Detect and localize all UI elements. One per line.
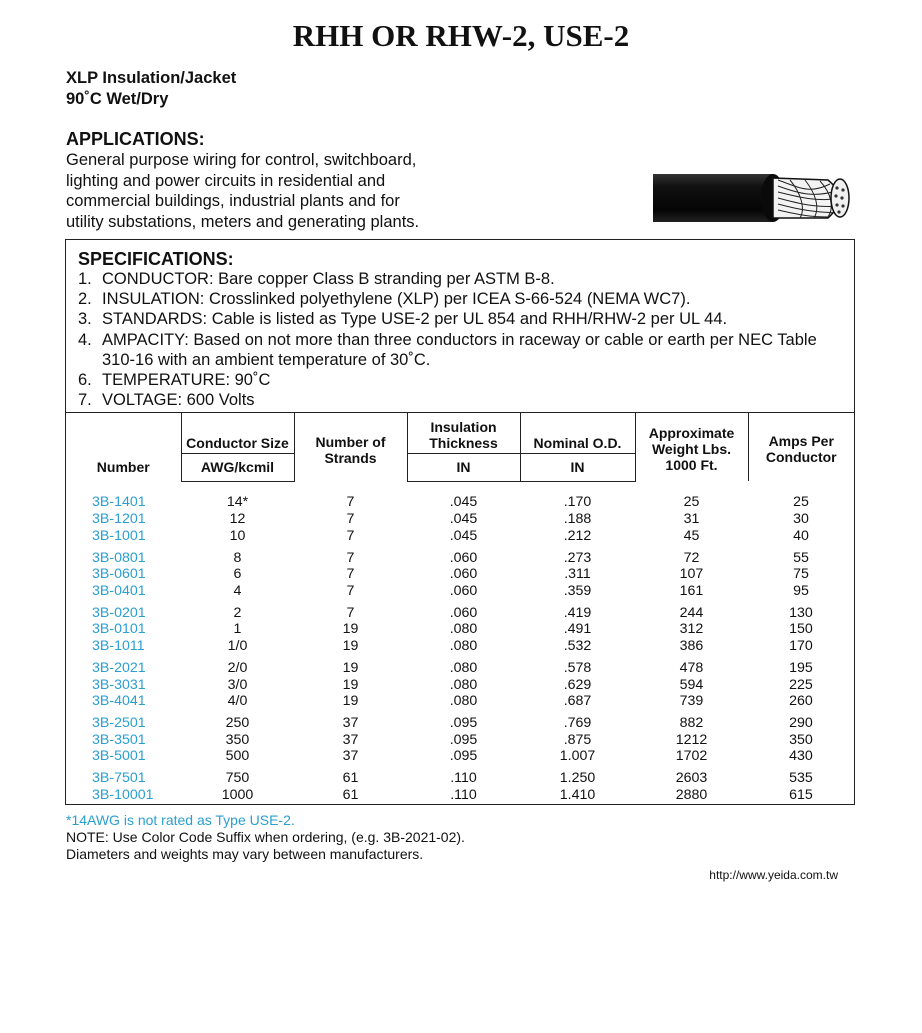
table-row [66,544,854,566]
cell-strands: 7 [346,566,355,583]
cell-nominal-od: .273 [563,549,592,566]
cell-amps: 40 [793,527,809,544]
cell-part-number: 3B-7501 [92,770,146,787]
cell-insulation-thickness: .080 [449,676,478,693]
footnote-note: NOTE: Use Color Code Suffix when ordering, (e.g. 3B-2021-02). [66,829,465,845]
cell-amps: 130 [789,604,813,621]
cell-weight: 72 [683,549,700,566]
cell-strands: 7 [346,511,355,527]
spec-item-text: AMPACITY: Based on not more than three conductors in raceway or cable or earth per NEC Table 310-16 with an ambient temperature of 30˚C. [102,330,817,369]
cell-part-number: 3B-1001 [92,527,146,544]
footnotes [66,812,465,863]
cell-strands: 19 [342,676,359,693]
subheading [66,68,236,110]
cell-part-number: 3B-3501 [92,731,146,748]
applications-line: lighting and power circuits in residential and [66,171,386,190]
col-header-amps: Amps Per Conductor [748,413,854,481]
cell-amps: 430 [789,748,813,765]
cell-nominal-od: .532 [563,637,592,654]
cell-strands: 7 [346,494,355,511]
specifications-heading: SPECIFICATIONS: [78,249,234,269]
cell-conductor-size: 6 [233,566,242,583]
cell-insulation-thickness: .060 [449,549,478,566]
cell-part-number: 3B-5001 [92,748,146,765]
cell-weight: 1212 [675,731,708,748]
cable-image [650,168,860,228]
cell-strands: 37 [342,731,359,748]
cell-part-number: 3B-1201 [92,511,146,527]
spec-item-text: CONDUCTOR: Bare copper Class B stranding per ASTM B-8. [102,270,555,288]
cell-weight: 161 [679,582,704,599]
cell-conductor-size: 4/0 [227,693,248,710]
spec-item [78,390,848,410]
cell-nominal-od: .188 [563,511,592,527]
table-body [66,481,854,804]
cell-conductor-size: 350 [225,731,250,748]
cell-insulation-thickness: .080 [449,693,478,710]
cell-weight: 25 [683,494,700,511]
cell-weight: 478 [679,659,704,676]
cell-conductor-size: 1000 [221,786,254,803]
cell-nominal-od: .629 [563,676,592,693]
cell-part-number: 3B-3031 [92,676,146,693]
cell-strands: 7 [346,582,355,599]
cell-insulation-thickness: .045 [449,494,478,511]
col-header-size: Conductor Size [181,413,294,453]
table-row [66,710,854,732]
cell-weight: 2880 [675,786,708,803]
cell-insulation-thickness: .080 [449,659,478,676]
cell-insulation-thickness: .095 [449,715,478,732]
spec-item [78,330,848,370]
cable-data-table [66,413,854,804]
cell-weight: 739 [679,693,704,710]
cell-conductor-size: 4 [233,582,242,599]
cell-nominal-od: 1.410 [559,786,596,803]
cell-weight: 1702 [675,748,708,765]
cell-part-number: 3B-1011 [92,637,145,654]
col-header-od: Nominal O.D. [520,413,635,453]
table-row [66,481,854,511]
cell-weight: 244 [679,604,704,621]
cell-strands: 19 [342,637,359,654]
table-row [66,528,854,545]
col-header-insulation: Insulation Thickness [407,413,520,453]
cell-strands: 61 [342,786,359,803]
spec-item [78,370,848,390]
cell-conductor-size: 250 [225,715,250,732]
footnote-awg: *14AWG is not rated as Type USE-2. [66,812,295,828]
cell-strands: 19 [342,693,359,710]
cell-insulation-thickness: .080 [449,621,478,638]
cell-part-number: 3B-2021 [92,659,146,676]
table-row [66,748,854,765]
cell-amps: 350 [789,731,813,748]
cell-insulation-thickness: .060 [449,566,478,583]
table-row [66,677,854,694]
spec-item-text: VOLTAGE: 600 Volts [102,391,255,410]
cell-amps: 225 [789,676,813,693]
cell-conductor-size: 14* [226,494,249,511]
table-row [66,599,854,621]
cell-weight: 312 [679,621,704,638]
cell-part-number: 3B-1401 [92,494,146,511]
cell-nominal-od: .359 [563,582,592,599]
cell-insulation-thickness: .060 [449,604,478,621]
cell-amps: 535 [789,770,813,787]
cell-weight: 882 [679,715,704,732]
table-row [66,732,854,749]
table-row [66,655,854,677]
spec-item-text: TEMPERATURE: 90˚C [102,371,271,390]
cell-conductor-size: 3/0 [227,676,248,693]
cell-amps: 290 [789,715,813,732]
cell-part-number: 3B-0401 [92,582,146,599]
cell-strands: 19 [342,621,359,638]
cell-amps: 75 [793,566,809,583]
applications-text [66,150,486,232]
cell-part-number: 3B-0101 [92,621,146,638]
cell-nominal-od: 1.250 [559,770,596,787]
cell-weight: 45 [683,527,700,544]
cell-amps: 30 [793,511,809,527]
cell-conductor-size: 1/0 [227,637,248,654]
cell-conductor-size: 500 [225,748,250,765]
cell-conductor-size: 2/0 [227,659,248,676]
cell-insulation-thickness: .060 [449,582,478,599]
cell-part-number: 3B-0201 [92,604,146,621]
cell-insulation-thickness: .095 [449,748,478,765]
table-row [66,566,854,583]
cell-amps: 150 [789,621,813,638]
cell-conductor-size: 8 [233,549,242,566]
cell-part-number: 3B-0601 [92,566,146,583]
cell-nominal-od: .769 [563,715,592,732]
cell-nominal-od: .212 [563,527,592,544]
table-row [66,621,854,638]
cell-insulation-thickness: .045 [449,527,478,544]
spec-item-number: 1. [78,270,92,288]
col-header-od-unit: IN [520,453,635,481]
website-url: http://www.yeida.com.tw [709,868,838,882]
cell-weight: 2603 [675,770,708,787]
cell-part-number: 3B-10001 [92,786,154,803]
cell-strands: 7 [346,604,355,621]
cell-amps: 170 [789,637,813,654]
col-header-number: Number [96,459,150,475]
applications-line: utility substations, meters and generating plants. [66,212,420,231]
spec-item [78,309,848,329]
cell-insulation-thickness: .095 [449,731,478,748]
cell-part-number: 3B-4041 [92,693,146,710]
cell-weight: 594 [679,676,704,693]
cell-strands: 19 [342,659,359,676]
cell-nominal-od: .311 [564,566,591,583]
cell-insulation-thickness: .080 [449,637,478,654]
cell-amps: 95 [793,582,809,599]
cell-amps: 615 [789,786,813,803]
cell-conductor-size: 2 [233,604,242,621]
cell-strands: 7 [346,549,355,566]
col-header-insulation-unit: IN [407,453,520,481]
specifications-box [65,239,855,805]
col-header-weight: Approximate Weight Lbs. 1000 Ft. [635,413,748,481]
cell-strands: 37 [342,715,359,732]
spec-item-number: 4. [78,330,92,349]
spec-item-text: STANDARDS: Cable is listed as Type USE-2 per UL 854 and RHH/RHW-2 per UL 44. [102,310,728,329]
specifications-list [78,269,848,410]
table-row [66,787,854,804]
cell-weight: 107 [679,566,704,583]
table-row [66,638,854,655]
cell-weight: 386 [679,637,704,654]
page-title: RHH OR RHW-2, USE-2 [292,18,630,53]
spec-item [78,289,848,309]
cell-nominal-od: .687 [563,693,592,710]
cell-nominal-od: .170 [563,494,592,511]
cell-weight: 31 [683,511,700,527]
applications-line: commercial buildings, industrial plants and for [66,192,400,210]
cell-nominal-od: .578 [563,659,592,676]
applications-line: General purpose wiring for control, switchboard, [66,151,417,169]
cell-part-number: 3B-2501 [92,715,146,732]
table-row [66,693,854,710]
cell-strands: 37 [342,748,359,765]
cell-conductor-size: 750 [225,770,250,787]
spec-item-number: 7. [78,391,92,410]
table-row [66,583,854,600]
spec-item-text: INSULATION: Crosslinked polyethylene (XLP) per ICEA S-66-524 (NEMA WC7). [102,290,691,309]
cell-strands: 7 [346,527,355,544]
spec-item [78,269,848,289]
spec-item-number: 3. [78,310,92,329]
cell-amps: 195 [789,659,813,676]
table-row [66,511,854,528]
cell-nominal-od: .491 [563,621,592,638]
subhead-insulation: XLP Insulation/Jacket [66,69,237,87]
col-header-size-unit: AWG/kcmil [181,453,294,481]
spec-item-number: 6. [78,371,92,390]
applications-heading: APPLICATIONS: [66,129,205,149]
cell-nominal-od: 1.007 [559,748,596,765]
cell-strands: 61 [342,770,359,787]
spec-item-number: 2. [78,290,92,309]
subhead-rating: 90˚C Wet/Dry [66,90,169,108]
cell-nominal-od: .419 [563,604,592,621]
cell-insulation-thickness: .110 [450,770,477,787]
cell-conductor-size: 1 [233,621,242,638]
footnote-diameters: Diameters and weights may vary between manufacturers. [66,846,424,862]
cell-insulation-thickness: .045 [449,511,478,527]
cell-insulation-thickness: .110 [450,786,477,803]
cell-amps: 260 [789,693,813,710]
table-row [66,765,854,787]
cell-conductor-size: 10 [229,527,246,544]
cell-amps: 55 [793,549,809,566]
cell-part-number: 3B-0801 [92,549,146,566]
cell-conductor-size: 12 [229,511,246,527]
col-header-strands: Number of Strands [294,413,407,481]
cell-nominal-od: .875 [563,731,592,748]
cell-amps: 25 [793,494,809,511]
